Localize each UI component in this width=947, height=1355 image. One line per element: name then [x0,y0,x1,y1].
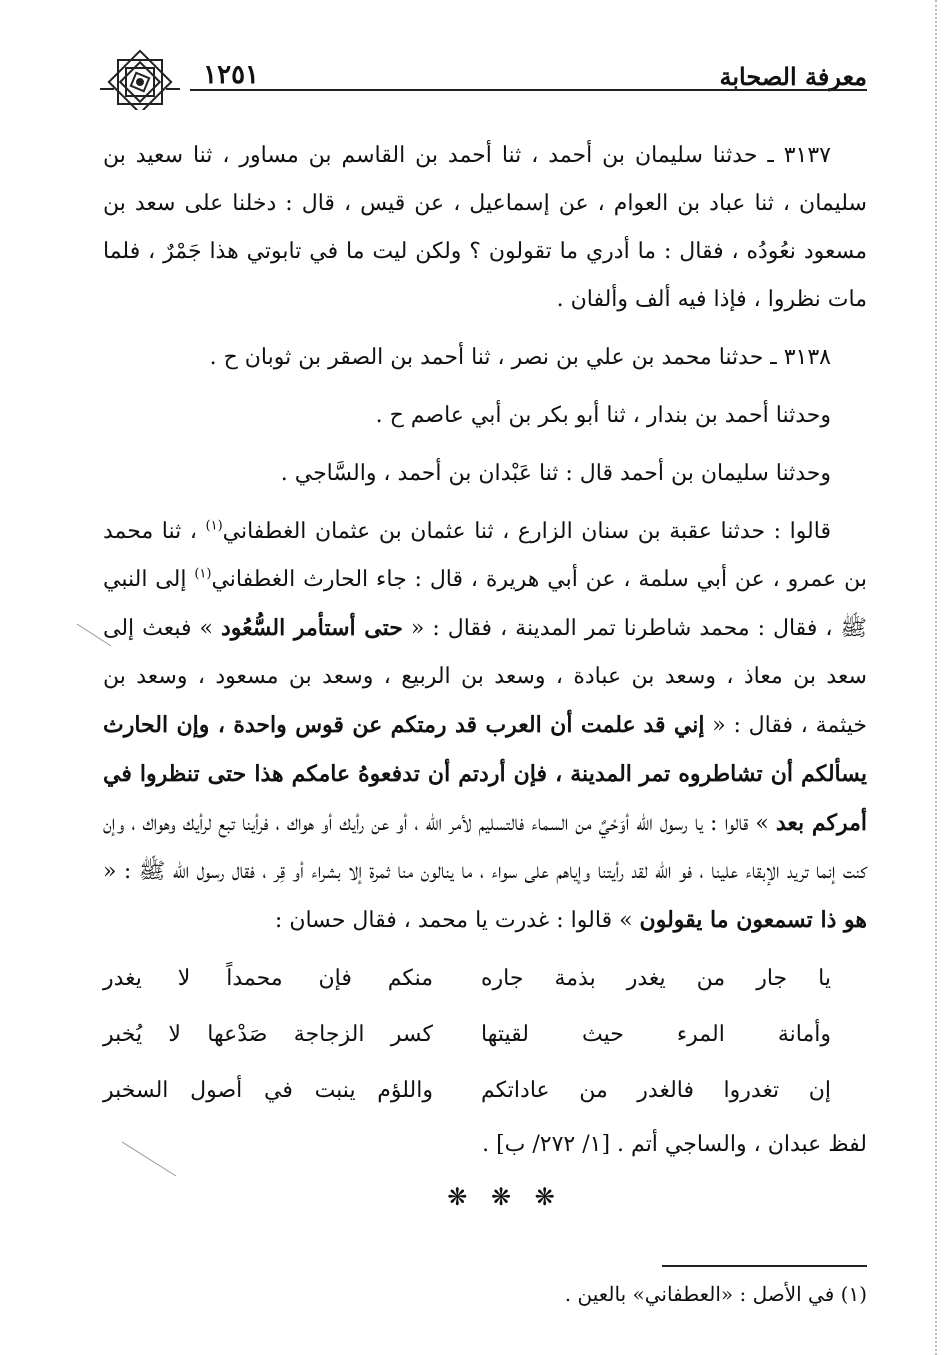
text-line: ٣١٣٧ ـ حدثنا سليمان بن أحمد ، ثنا أحمد بن القاسم بن مساور ، ثنا سعيد بن [103,143,831,168]
prophetic-speech: المدينة ، فإن أردتم أن تدفعوهُ عامكم هذا حتى تنظروا في أمركم بعد [103,761,867,836]
text-line: فقال : محمد شاطرنا تمر المدينة ، فقال : « [410,616,818,641]
hadith-3138-isnad-1: ٣١٣٨ ـ حدثنا محمد بن علي بن نصر ، ثنا أحمد بن الصقر بن ثوبان ح . [209,345,831,370]
text-line: فإذا فيه ألف وألفان . [556,287,747,312]
verse-first-hemistich: وأمانة المرء حيث لقيتها [481,1022,831,1047]
verse-second-hemistich: كسر الزجاجة صَدْعها لا يُخبر [103,1022,433,1047]
text-line: » قالوا : غدرت يا [475,908,633,933]
octagram-ornament-icon [100,50,180,110]
text-line: ، ثنا محمد بن [103,519,867,592]
isnad-3: وحدثنا سليمان بن أحمد قال : ثنا عَبْدان بن أحمد ، والسَّاجي . [280,461,831,486]
running-title: معرفة الصحابة [719,62,867,91]
scan-scratch-mark [120,1140,180,1180]
text-line: سليمان ، ثنا عباد بن العوام ، عن إسماعيل ، عن قيس ، قال : دخلنا على سعد بن مسعود [103,191,867,264]
text-line: محمد ، فقال حسان : [274,908,469,933]
scan-scratch-mark [75,620,115,650]
verse-second-hemistich: واللؤم ينبت في أصول السخبر [103,1078,433,1103]
text-line: وإن كنت إنما تريد الإبقاء علينا ، فو الله لقد رأيتنا وإياهم على سواء ، ما ينالون منا ثمرة إلا [103,811,867,884]
text-line: نعُودُه ، فقال : ما أدري ما تقولون ؟ ولكن ليت ما في تابوتي هذا جَمْرٌ ، فلما مات نظروا ، [103,239,867,312]
text-line: الله أوَحْيٌ من السماء فالتسليم لأمر الله ، أو عن رأيك أو هواك ، فرأينا تبع لرأيك وهواك ، [131,811,653,836]
isnad-2: وحدثنا أحمد بن بندار ، ثنا أبو بكر بن أبي عاصم ح . [375,403,831,428]
header-rule [190,89,867,91]
text-line: إلى النبي ﷺ ، [103,567,868,641]
hadith-3137 [103,132,867,324]
text-line: بشراء أو قِر ، فقال رسول الله ﷺ : « [103,859,341,884]
page-header [100,56,867,104]
margin-dotted-rule [935,0,937,1355]
footnote-ref: (١) [205,518,223,534]
poem-verse [103,1063,867,1119]
prophetic-speech: حتى أستأمر السُّعُود [220,615,403,641]
prophetic-speech: علمت أن العرب قد رمتكم عن قوس واحدة ، وإن الحارث يسألكم أن تشاطروه تمر [103,712,867,787]
text-line: عمرو ، عن أبي سلمة ، عن أبي هريرة ، قال : جاء الحارث الغطفاني [211,567,837,592]
verse-second-hemistich: منكم فإن محمداً لا يغدر [103,966,433,991]
footnote: (١) في الأصل : «العطفاني» بالعين . [564,1282,867,1306]
footnote-rule [662,1265,867,1267]
verse-first-hemistich: إن تغدروا فالغدر من عاداتكم [481,1078,831,1103]
section-separator-stars: ❋ ❋ ❋ [447,1183,563,1211]
poem-verse [103,951,867,1007]
text-line: » فبعث إلى سعد بن معاذ ، [103,616,867,689]
page-body [103,132,867,1221]
text-line: » قالوا : يا رسول [659,811,769,836]
prophetic-speech: هو ذا تسمعون ما يقولون [639,907,867,933]
poem-verse [103,1007,867,1063]
prophetic-speech: إني قد [643,712,705,738]
hadith-3138-matn [103,508,867,945]
closing-note: لفظ عبدان ، والساجي أتم . [١/ ٢٧٢/ ب] . [482,1132,867,1157]
verse-first-hemistich: يا جار من يغدر بذمة جاره [481,966,831,991]
text-line: وسعد بن عبادة ، وسعد بن الربيع ، وسعد بن مسعود ، وسعد بن خيثمة ، فقال : « [103,664,868,738]
poem [103,951,867,1119]
page-number: ١٢٥١ [203,60,259,90]
footnote-ref: (١) [194,566,212,582]
text-line: قالوا : حدثنا عقبة بن سنان الزارع ، ثنا عثمان بن عثمان الغطفاني [222,519,831,544]
